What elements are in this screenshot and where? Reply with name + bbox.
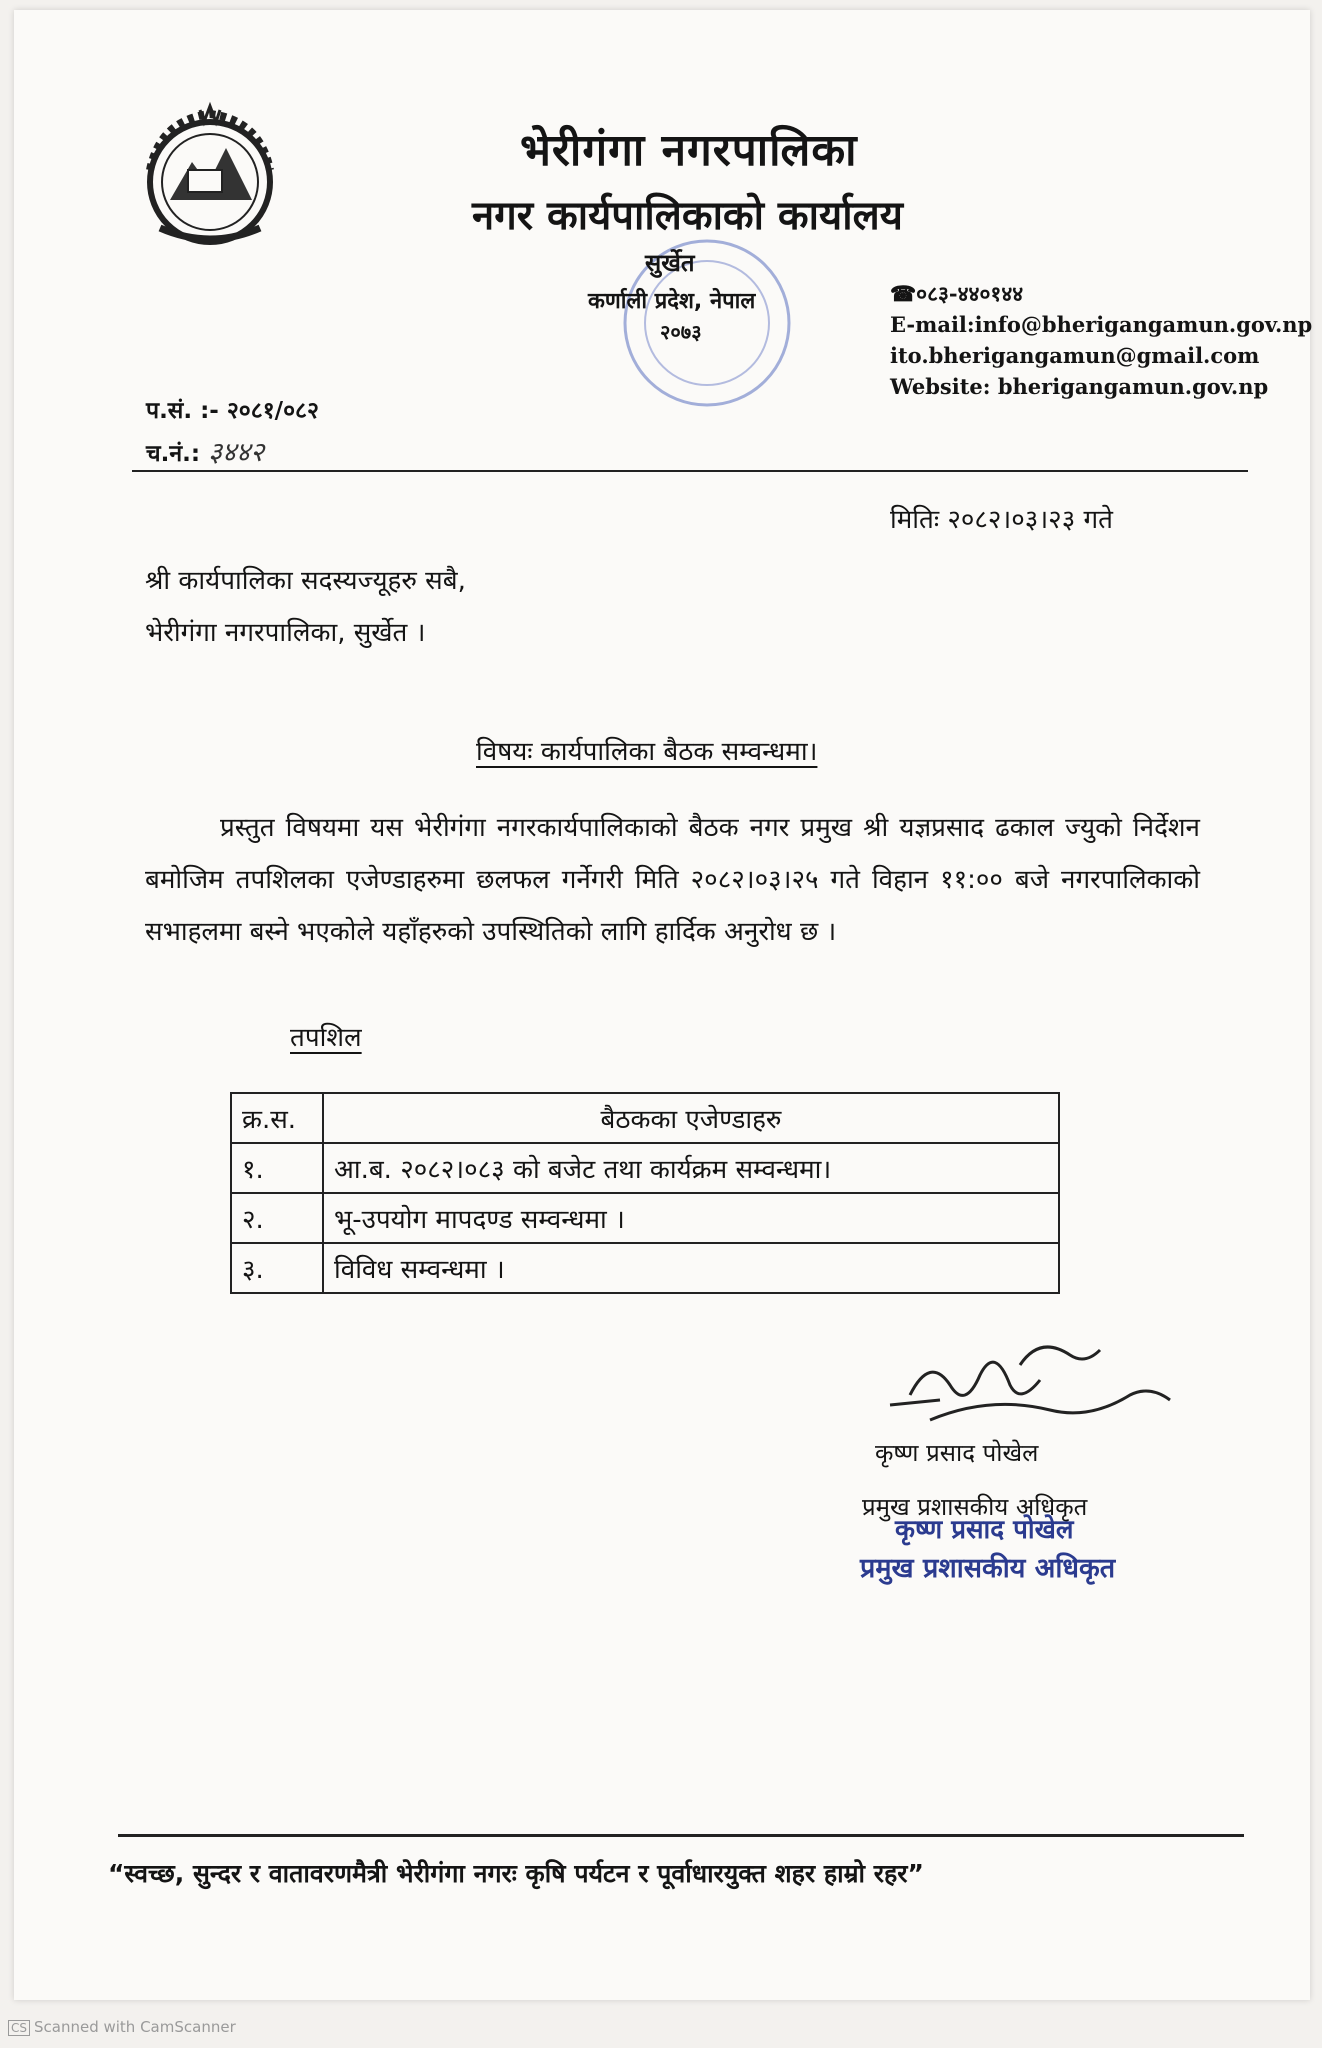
col-agenda-header: बैठकका एजेण्डाहरु bbox=[323, 1093, 1059, 1143]
signatory-name: कृष्ण प्रसाद पोखेल bbox=[875, 1439, 1039, 1467]
phone: ☎०८३-४४०१४४ bbox=[890, 281, 1024, 306]
recipient-line-2: भेरीगंगा नगरपालिका, सुर्खेत । bbox=[145, 618, 426, 648]
patra-sankhya: प.सं. :- २०८१/०८२ bbox=[146, 398, 319, 424]
recipient-line-1: श्री कार्यपालिका सदस्यज्यूहरु सबै, bbox=[145, 566, 466, 596]
province: कर्णाली प्रदेश, नेपाल bbox=[588, 289, 756, 314]
table-row bbox=[231, 1243, 1059, 1293]
watermark-text: Scanned with CamScanner bbox=[34, 2018, 236, 2036]
handwritten-signature-icon bbox=[870, 1325, 1180, 1445]
government-emblem-icon bbox=[130, 100, 290, 260]
letter-date: मितिः २०८२।०३।२३ गते bbox=[890, 505, 1113, 535]
email-alt: ito.bherigangamun@gmail.com bbox=[890, 343, 1260, 368]
district: सुर्खेत bbox=[645, 249, 695, 277]
header-divider bbox=[132, 470, 1248, 472]
agenda-sn: ३. bbox=[231, 1243, 323, 1293]
seal-title: प्रमुख प्रशासकीय अधिकृत bbox=[860, 1553, 1116, 1584]
table-row bbox=[231, 1143, 1059, 1193]
scanner-watermark bbox=[8, 2018, 236, 2036]
camscanner-badge: CS bbox=[8, 2020, 30, 2036]
agenda-header-row bbox=[231, 1093, 1059, 1143]
recipient-block bbox=[145, 555, 466, 659]
tapashil-heading: तपशिल bbox=[290, 1023, 362, 1053]
email: E-mail:info@bherigangamun.gov.np bbox=[890, 312, 1313, 337]
seal-name: कृष्ण प्रसाद पोखेल bbox=[895, 1515, 1074, 1545]
agenda-item: आ.ब. २०८२।०८३ को बजेट तथा कार्यक्रम सम्वन्धमा। bbox=[323, 1143, 1059, 1193]
reference-block bbox=[146, 390, 319, 475]
agenda-item: भू-उपयोग मापदण्ड सम्वन्धमा । bbox=[323, 1193, 1059, 1243]
footer-divider bbox=[118, 1834, 1244, 1837]
agenda-table bbox=[230, 1092, 1060, 1294]
col-serial-header: क्र.स. bbox=[231, 1093, 323, 1143]
contact-block bbox=[890, 278, 1312, 402]
table-row bbox=[231, 1193, 1059, 1243]
office-stamp-icon bbox=[612, 228, 802, 418]
established-year: २०७३ bbox=[660, 320, 702, 344]
letter-body: प्रस्तुत विषयमा यस भेरीगंगा नगरकार्यपालिकाको बैठक नगर प्रमुख श्री यज्ञप्रसाद ढकाल ज्युको निर्देशन बमोजिम तपशिलका एजेण्डाहरुमा छलफल गर्नेगरी मिति २०८२।०३।२५ गते विहान ११:०० बजे नगरपालिकाको सभाहलमा बस्ने भएकोले यहाँहरुको उपस्थितिको लागि हार्दिक अनुरोध छ । bbox=[145, 813, 1200, 947]
office-name: नगर कार्यपालिकाको कार्यालय bbox=[472, 192, 903, 239]
chalani-number: ३४४२ bbox=[208, 437, 265, 468]
chalani-label: च.नं.: bbox=[146, 441, 201, 467]
website: Website: bherigangamun.gov.np bbox=[890, 374, 1269, 399]
chalani-row bbox=[146, 432, 319, 475]
agenda-sn: २. bbox=[231, 1193, 323, 1243]
org-name: भेरीगंगा नगरपालिका bbox=[520, 125, 858, 176]
footer-motto: “स्वच्छ, सुन्दर र वातावरणमैत्री भेरीगंगा नगरः कृषि पर्यटन र पूर्वाधारयुक्त शहर हाम्रो रहर” bbox=[108, 1859, 924, 1888]
signatory-title: प्रमुख प्रशासकीय अधिकृत bbox=[862, 1493, 1088, 1521]
agenda-sn: १. bbox=[231, 1143, 323, 1193]
letter-subject: विषयः कार्यपालिका बैठक सम्वन्धमा। bbox=[476, 737, 818, 767]
agenda-item: विविध सम्वन्धमा । bbox=[323, 1243, 1059, 1293]
